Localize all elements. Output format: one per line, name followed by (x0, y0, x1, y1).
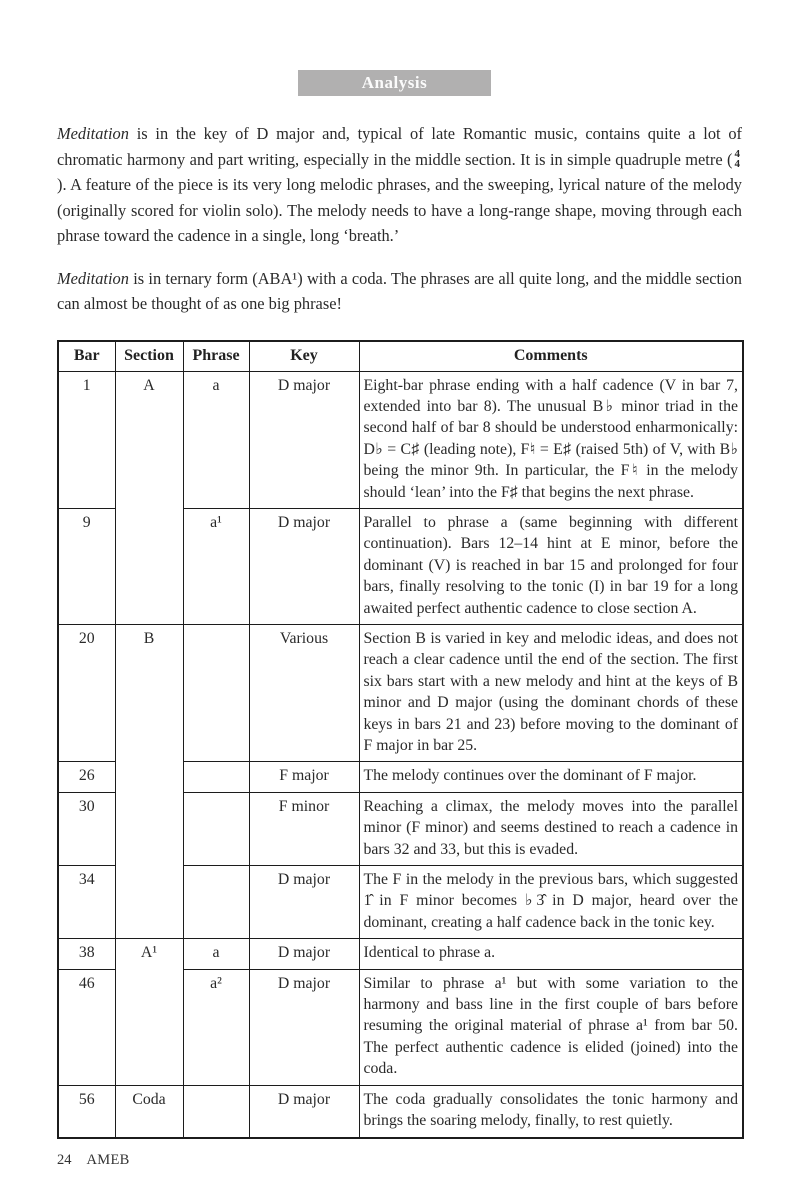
bar-cell: 9 (58, 508, 115, 624)
section-cell: Coda (115, 1085, 183, 1137)
key-cell: D major (249, 866, 359, 939)
key-cell: Various (249, 624, 359, 761)
section-cell: B (115, 624, 183, 938)
key-cell: D major (249, 508, 359, 624)
time-signature-denominator: 4 (734, 157, 740, 170)
table-row (58, 624, 743, 761)
column-header-comments: Comments (359, 341, 743, 372)
phrase-cell: a (183, 939, 249, 969)
time-signature-numerator: 4 (734, 148, 740, 160)
bar-cell: 26 (58, 762, 115, 792)
key-cell: D major (249, 371, 359, 508)
banner-label: Analysis (361, 73, 428, 92)
section-banner (298, 70, 491, 96)
page-content (0, 70, 800, 1169)
comment-cell: Section B is varied in key and melodic ideas, and does not reach a clear cadence until the end of the section. The first six bars start with a new melody and hint at the keys of B minor and D major (using the dominant chords of these keys in bars 21 and 23) before moving to the dominant of F major in bar 25. (359, 624, 743, 761)
bar-cell: 20 (58, 624, 115, 761)
phrase-cell (183, 1085, 249, 1137)
key-cell: D major (249, 939, 359, 969)
key-cell: F major (249, 762, 359, 792)
key-cell: D major (249, 1085, 359, 1137)
page-number: 24 (57, 1151, 72, 1168)
column-header-section: Section (115, 341, 183, 372)
bar-cell: 34 (58, 866, 115, 939)
key-cell: D major (249, 969, 359, 1085)
phrase-cell: a (183, 371, 249, 508)
bar-cell: 56 (58, 1085, 115, 1137)
comment-cell: The melody continues over the dominant of F major. (359, 762, 743, 792)
bar-cell: 46 (58, 969, 115, 1085)
time-signature (733, 150, 743, 169)
phrase-cell: a² (183, 969, 249, 1085)
page-footer (57, 1152, 742, 1169)
section-cell: A¹ (115, 939, 183, 1085)
phrase-cell (183, 624, 249, 761)
key-cell: F minor (249, 792, 359, 865)
table-row (58, 939, 743, 969)
p1-text-after-meter: ). A feature of the piece is its very long melodic phrases, and the sweeping, lyrical nature of the melody (originally scored for violin solo). The melody needs to have a long-range shape, moving through each phrase toward the cadence in a single, long ‘breath.’ (57, 175, 742, 245)
intro-paragraph-2 (57, 266, 742, 317)
bar-cell: 30 (58, 792, 115, 865)
section-cell: A (115, 371, 183, 624)
comment-cell: Eight-bar phrase ending with a half cadence (V in bar 7, extended into bar 8). The unusual B♭ minor triad in the second half of bar 8 should be understood enharmonically: D♭ = C♯ (leading note), F♮ = E♯ (raised 5th) of V, with B♭ being the minor 9th. In particular, the F♮ in the melody should ‘lean’ into the F♯ that begins the next phrase. (359, 371, 743, 508)
comment-cell: Similar to phrase a¹ but with some variation to the harmony and bass line in the first couple of bars before resuming the original material of phrase a¹ from bar 50. The perfect authentic cadence is elided (joined) into the coda. (359, 969, 743, 1085)
column-header-key: Key (249, 341, 359, 372)
comment-cell: The F in the melody in the previous bars, which suggested 1̂ in F minor becomes ♭3̂ in D major, heard over the dominant, creating a half cadence back in the tonic key. (359, 866, 743, 939)
table-row (58, 1085, 743, 1137)
bar-cell: 38 (58, 939, 115, 969)
table-header-row (58, 341, 743, 372)
analysis-table (57, 340, 744, 1139)
column-header-phrase: Phrase (183, 341, 249, 372)
comment-cell: Parallel to phrase a (same beginning with different continuation). Bars 12–14 hint at E minor, before the dominant (V) is reached in bar 15 and prolonged for four bars, finally resolving to the tonic (I) in bar 19 for a long awaited perfect authentic cadence to close section A. (359, 508, 743, 624)
phrase-cell (183, 762, 249, 792)
p1-text-before-meter: is in the key of D major and, typical of late Romantic music, contains quite a lot of chromatic harmony and part writing, especially in the middle section. It is in simple quadruple metre ( (57, 124, 742, 169)
comment-cell: The coda gradually consolidates the tonic harmony and brings the soaring melody, finally, to rest quietly. (359, 1085, 743, 1137)
column-header-bar: Bar (58, 341, 115, 372)
phrase-cell (183, 866, 249, 939)
imprint-label: AMEB (86, 1151, 130, 1168)
intro-paragraph-1 (57, 121, 742, 249)
work-title: Meditation (57, 268, 129, 288)
phrase-cell (183, 792, 249, 865)
comment-cell: Reaching a climax, the melody moves into the parallel minor (F minor) and seems destined to reach a cadence in bars 32 and 33, but this is evaded. (359, 792, 743, 865)
bar-cell: 1 (58, 371, 115, 508)
comment-cell: Identical to phrase a. (359, 939, 743, 969)
work-title: Meditation (57, 124, 129, 143)
phrase-cell: a¹ (183, 508, 249, 624)
table-row (58, 371, 743, 508)
p2-text: is in ternary form (ABA¹) with a coda. The phrases are all quite long, and the middle section can almost be thought of as one big phrase! (57, 268, 742, 313)
